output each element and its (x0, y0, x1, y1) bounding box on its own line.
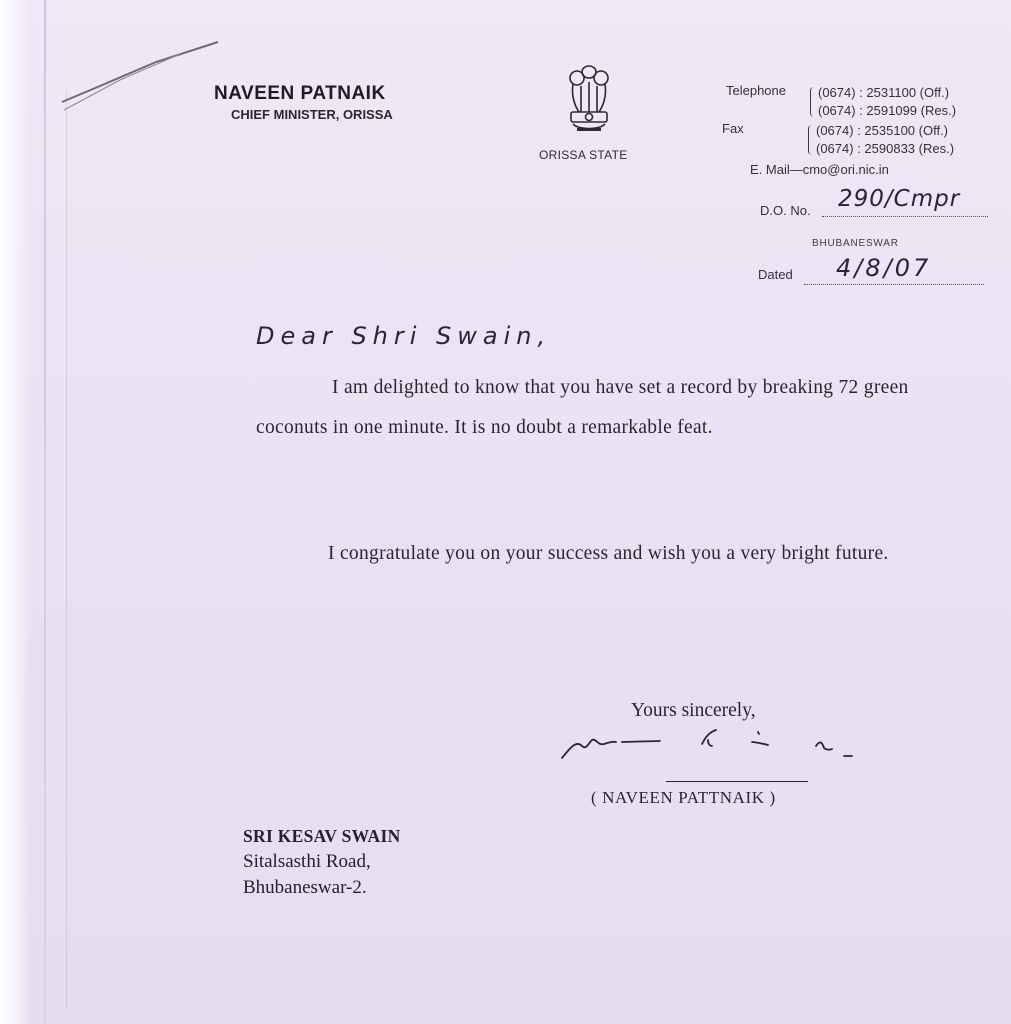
dated-label: Dated (758, 267, 793, 282)
fax-label: Fax (722, 121, 744, 136)
recipient-address-block (243, 823, 401, 901)
handwritten-signature (560, 722, 860, 768)
letterhead-title: CHIEF MINISTER, ORISSA (231, 107, 393, 122)
date-dotted-line (804, 284, 984, 285)
date-handwritten: 4/8/07 (836, 254, 932, 282)
salutation-handwritten: Dear Shri Swain, (256, 322, 552, 350)
letterhead-name: NAVEEN PATNAIK (214, 83, 386, 104)
letter-paragraph-2: I congratulate you on your success and wish you a very bright future. (328, 543, 889, 564)
letter-paragraph-1: I am delighted to know that you have set a record by breaking 72 green coconuts in one minute. It is no doubt a remarkable feat. (256, 377, 909, 438)
paper-fold-line (44, 0, 46, 1024)
closing-text: Yours sincerely, (631, 700, 756, 721)
fax-office: (0674) : 2535100 (Off.) (816, 123, 949, 138)
email-address: E. Mail—cmo@ori.nic.in (750, 162, 889, 177)
recipient-name: SRI KESAV SWAIN (243, 826, 401, 846)
fax-residence: (0674) : 2590833 (Res.) (816, 141, 955, 156)
telephone-residence: (0674) : 2591099 (Res.) (818, 103, 957, 118)
signature-underline (666, 781, 808, 782)
state-emblem-icon (563, 62, 615, 142)
telephone-label: Telephone (726, 83, 786, 98)
do-number-label: D.O. No. (760, 203, 811, 218)
do-number-handwritten: 290/Cmpr (838, 186, 961, 212)
signee-name: ( NAVEEN PATTNAIK ) (591, 788, 776, 807)
recipient-address-line: Sitalsasthi Road, (243, 851, 371, 872)
paper-edge (0, 0, 30, 1024)
telephone-office: (0674) : 2531100 (Off.) (818, 85, 950, 100)
paper-fold-line (66, 90, 67, 1010)
pen-scratch-mark (60, 40, 230, 120)
emblem-caption: ORISSA STATE (539, 148, 628, 162)
fax-brace (808, 125, 815, 155)
do-number-dotted-line (822, 216, 988, 217)
city-label: BHUBANESWAR (812, 238, 899, 249)
recipient-address-line: Bhubaneswar-2. (243, 877, 367, 898)
telephone-brace (810, 87, 817, 117)
